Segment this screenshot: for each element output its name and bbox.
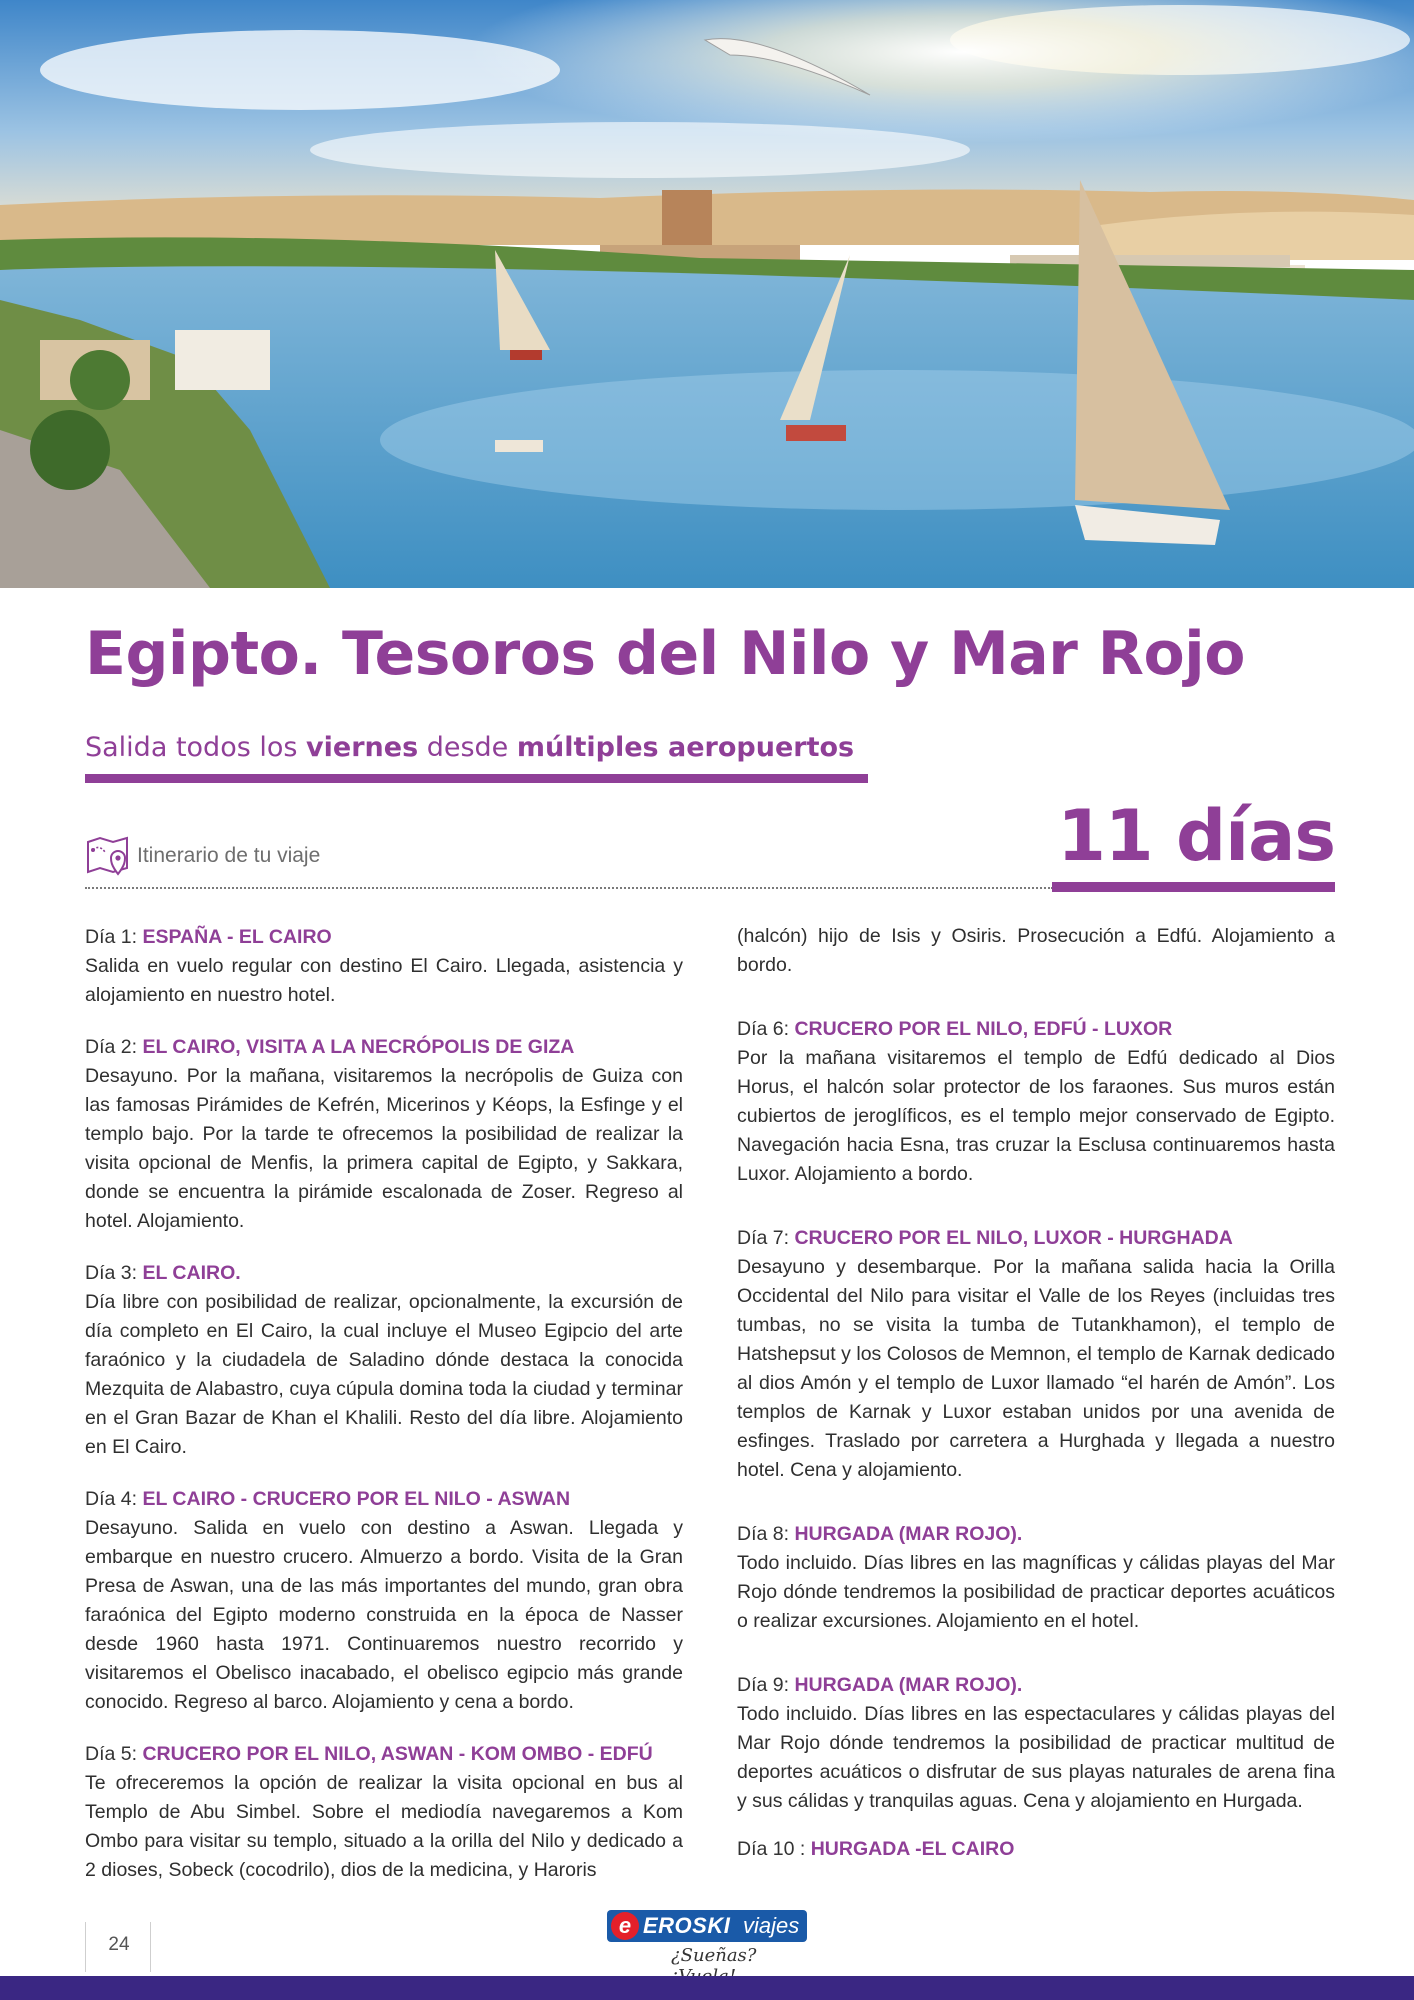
day-heading <box>737 1519 1335 1549</box>
day-entry <box>737 1834 1335 1864</box>
day-destination: EL CAIRO. <box>142 1262 241 1284</box>
day-entry <box>737 1670 1335 1816</box>
day-description: Todo incluido. Días libres en las magníficas y cálidas playas del Mar Rojo dónde tendremos la posibilidad de practicar deportes acuáticos o realizar excursiones. Alojamiento en el hotel. <box>737 1552 1335 1632</box>
day-heading <box>85 1258 683 1288</box>
day-destination: EL CAIRO - CRUCERO POR EL NILO - ASWAN <box>142 1488 571 1510</box>
day-entry <box>85 1484 683 1717</box>
itinerary-label: Itinerario de tu viaje <box>137 844 321 867</box>
logo-badge <box>607 1910 807 1942</box>
day-label: Día 9: <box>737 1674 795 1696</box>
subtitle-underline <box>85 774 868 783</box>
day-destination: HURGADA (MAR ROJO). <box>794 1523 1023 1545</box>
page-number: 24 <box>108 1934 130 1955</box>
day-label: Día 8: <box>737 1523 795 1545</box>
day-entry <box>737 1223 1335 1485</box>
day-description: Día libre con posibilidad de realizar, opcionalmente, la excursión de día completo en El Cairo, la cual incluye el Museo Egipcio del arte faraónico y la ciudadela de Saladino dónde destaca la conocida Mezquita de Alabastro, cuya cúpula domina toda la ciudad y terminar en el Gran Bazar de Khan el Khalili. Resto del día libre. Alojamiento en El Cairo. <box>85 1291 683 1458</box>
day-destination: ESPAÑA - EL CAIRO <box>142 926 332 948</box>
day-description: Desayuno. Salida en vuelo con destino a Aswan. Llegada y embarque en nuestro crucero. Almuerzo a bordo. Visita de la Gran Presa de Aswan, una de las más importantes del mundo, gran obra faraónica del Egipto moderno construida en la época de Nasser desde 1960 hasta 1971. Continuaremos nuestro recorrido y visitaremos el Obelisco inacabado, el obelisco egipcio más grande conocido. Regreso al barco. Alojamiento y cena a bordo. <box>85 1517 683 1713</box>
day-description: Salida en vuelo regular con destino El Cairo. Llegada, asistencia y alojamiento en nuestro hotel. <box>85 955 683 1006</box>
day-destination: CRUCERO POR EL NILO, EDFÚ - LUXOR <box>794 1018 1173 1040</box>
day-description: Todo incluido. Días libres en las espectaculares y cálidas playas del Mar Rojo dónde tendremos la posibilidad de practicar multitud de deportes acuáticos o disfrutar de sus playas naturales de arena fina y sus cálidas y tranquilas aguas. Cena y alojamiento en Hurgada. <box>737 1703 1335 1812</box>
day-label: Día 4: <box>85 1488 143 1510</box>
logo-tagline: ¿Sueñas? <box>671 1945 757 1966</box>
logo-brand: EROSKI <box>643 1913 731 1938</box>
bottom-color-bar <box>0 1976 1414 2000</box>
day-entry <box>85 922 683 1010</box>
itinerary-column-right <box>737 922 1335 1898</box>
departure-subtitle <box>85 726 875 770</box>
day-label: Día 1: <box>85 926 143 948</box>
subtitle-text-1: Salida todos los <box>85 732 307 763</box>
page-number-box <box>85 1922 151 1972</box>
day-description: Por la mañana visitaremos el templo de Edfú dedicado al Dios Horus, el halcón solar protector de los faraones. Sus muros están cubiertos de jeroglíficos, es el templo mejor conservado de Egipto. Navegación hacia Esna, tras cruzar la Esclusa continuaremos hasta Luxor. Alojamiento a bordo. <box>737 1047 1335 1185</box>
subtitle-text-2: desde <box>418 732 517 763</box>
day-heading <box>737 1014 1335 1044</box>
day-entry <box>85 1258 683 1462</box>
logo-sub: viajes <box>743 1913 800 1938</box>
day-heading <box>85 1032 683 1062</box>
day-entry <box>85 1739 683 1885</box>
day-label: Día 5: <box>85 1743 143 1765</box>
day-destination: HURGADA -EL CAIRO <box>810 1838 1015 1860</box>
subtitle-bold-airports: múltiples aeropuertos <box>516 732 855 763</box>
day-heading <box>737 1670 1335 1700</box>
itinerary-header <box>85 834 320 878</box>
day-heading <box>85 1739 683 1769</box>
subtitle-bold-day: viernes <box>306 732 419 763</box>
day-label: Día 10 : <box>737 1838 811 1860</box>
hero-photo <box>0 0 1414 588</box>
day-label: Día 2: <box>85 1036 143 1058</box>
trip-duration: 11 días <box>1057 795 1335 877</box>
day-heading <box>85 922 683 952</box>
day-heading <box>85 1484 683 1514</box>
itinerary-column-left <box>85 922 683 1907</box>
day-description: Te ofreceremos la opción de realizar la visita opcional en bus al Templo de Abu Simbel. Sobre el mediodía navegaremos a Kom Ombo para visitar su templo, situado a la orilla del Nilo y dedicado a 2 dioses, Sobeck (cocodrilo), dios de la medicina, y Haroris <box>85 1772 683 1881</box>
logo-e-mark: e <box>611 1912 639 1940</box>
day-entry <box>737 1519 1335 1636</box>
day-destination: HURGADA (MAR ROJO). <box>794 1674 1023 1696</box>
day-heading <box>737 1834 1335 1864</box>
day-label: Día 6: <box>737 1018 795 1040</box>
itinerary-divider <box>85 887 1053 889</box>
day-description: Desayuno y desembarque. Por la mañana salida hacia la Orilla Occidental del Nilo para visitar el Valle de los Reyes (incluidas tres tumbas, no se visita la tumba de Tutankhamon), el templo de Hatshepsut y los Colosos de Memnon, el templo de Karnak dedicado al dios Amón y el templo de Luxor llamado “el harén de Amón”. Los templos de Karnak y Luxor estaban unidos por una avenida de esfinges. Traslado por carretera a Hurghada y llegada a nuestro hotel. Cena y alojamiento. <box>737 1256 1335 1481</box>
eroski-viajes-logo <box>607 1910 807 1972</box>
page-title: Egipto. Tesoros del Nilo y Mar Rojo <box>85 619 1245 689</box>
day-destination: EL CAIRO, VISITA A LA NECRÓPOLIS DE GIZA <box>142 1036 575 1058</box>
day-label: Día 7: <box>737 1227 795 1249</box>
day-description-continued: (halcón) hijo de Isis y Osiris. Prosecución a Edfú. Alojamiento a bordo. <box>737 925 1335 976</box>
day-entry <box>737 1014 1335 1189</box>
day-description: Desayuno. Por la mañana, visitaremos la necrópolis de Guiza con las famosas Pirámides de Kefrén, Micerinos y Kéops, la Esfinge y el templo bajo. Por la tarde te ofrecemos la posibilidad de realizar la visita opcional de Menfis, la primera capital de Egipto, y Sakkara, donde se encuentra la pirámide escalonada de Zoser. Regreso al hotel. Alojamiento. <box>85 1065 683 1232</box>
day-destination: CRUCERO POR EL NILO, LUXOR - HURGHADA <box>794 1227 1233 1249</box>
map-pin-icon <box>85 834 131 878</box>
day-heading <box>737 1223 1335 1253</box>
day-entry <box>85 1032 683 1236</box>
day-label: Día 3: <box>85 1262 143 1284</box>
day-destination: CRUCERO POR EL NILO, ASWAN - KOM OMBO - EDFÚ <box>142 1743 653 1765</box>
duration-underline <box>1052 882 1335 892</box>
